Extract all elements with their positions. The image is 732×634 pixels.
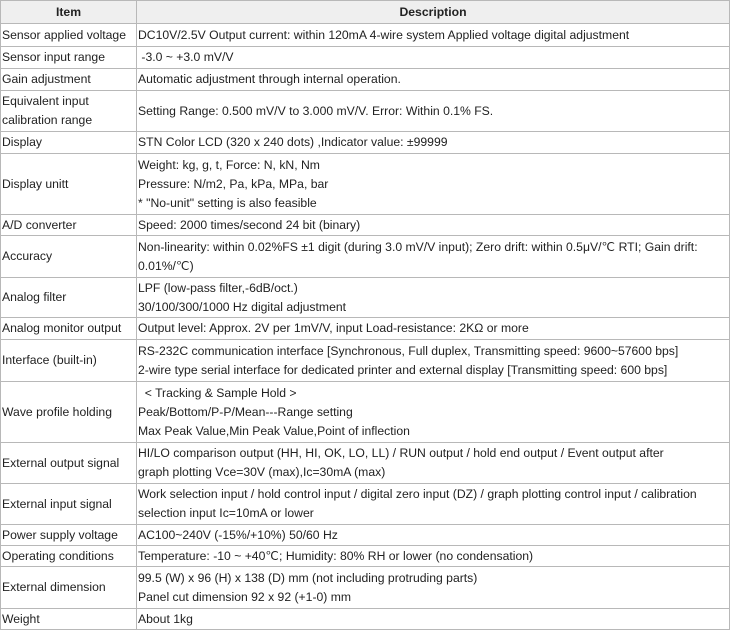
item-cell — [1, 215, 137, 236]
description-text: 2-wire type serial interface for dedicated printer and external display [Transmitting speed: 600 bps] — [138, 362, 668, 377]
description-cell — [137, 132, 730, 154]
description-cell — [137, 24, 730, 47]
description-cell — [137, 546, 730, 567]
description-text: 30/100/300/1000 Hz digital adjustment — [138, 299, 347, 314]
description-cell — [137, 484, 730, 525]
description-text: AC100~240V (-15%/+10%) 50/60 Hz — [138, 527, 338, 542]
description-text: Temperature: -10 ~ +40℃; Humidity: 80% RH or lower (no condensation) — [138, 548, 534, 563]
description-column-header: Description — [137, 1, 730, 24]
description-text: * "No-unit" setting is also feasible — [138, 195, 317, 210]
table-header — [1, 1, 730, 24]
item-cell — [1, 154, 137, 215]
item-cell — [1, 609, 137, 630]
description-cell — [137, 318, 730, 340]
description-text: 99.5 (W) x 96 (H) x 138 (D) mm (not including protruding parts) — [138, 570, 478, 585]
item-label: Sensor applied voltage — [2, 27, 126, 42]
description-text: Speed: 2000 times/second 24 bit (binary) — [138, 217, 361, 232]
table-row — [1, 340, 730, 382]
description-text: 0.01%/℃) — [138, 258, 194, 273]
item-cell — [1, 236, 137, 278]
item-label: Analog filter — [2, 290, 67, 304]
item-label: Display — [2, 135, 42, 149]
table-row — [1, 318, 730, 340]
item-cell — [1, 278, 137, 318]
item-cell — [1, 132, 137, 154]
item-cell — [1, 91, 137, 132]
description-cell — [137, 340, 730, 382]
table-row — [1, 525, 730, 546]
description-text: Max Peak Value,Min Peak Value,Point of inflection — [138, 423, 410, 438]
item-column-header: Item — [1, 1, 137, 24]
description-text: -3.0 ~ +3.0 mV/V — [138, 50, 234, 64]
item-cell — [1, 47, 137, 69]
description-text: HI/LO comparison output (HH, HI, OK, LO, LL) / RUN output / hold end output / Event output after — [138, 446, 664, 460]
item-label: Analog monitor output — [2, 321, 122, 335]
table-row — [1, 609, 730, 630]
item-label: Interface (built-in) — [2, 353, 97, 367]
table-row — [1, 443, 730, 484]
table-row — [1, 91, 730, 132]
item-label: Equivalent input — [2, 94, 89, 108]
description-text: graph plotting Vce=30V (max),Ic=30mA (max) — [138, 465, 386, 479]
item-cell — [1, 24, 137, 47]
item-label: A/D converter — [2, 217, 77, 232]
table-row — [1, 484, 730, 525]
table-row — [1, 278, 730, 318]
table-body — [1, 24, 730, 630]
table-row — [1, 546, 730, 567]
description-text: Weight: kg, g, t, Force: N, kN, Nm — [138, 157, 320, 172]
description-text: About 1kg — [138, 611, 193, 626]
description-cell — [137, 567, 730, 609]
item-label: External input signal — [2, 496, 112, 511]
description-text: Setting Range: 0.500 mV/V to 3.000 mV/V. Error: Within 0.1% FS. — [138, 103, 494, 118]
item-label: Weight — [2, 611, 40, 626]
table-row — [1, 382, 730, 443]
description-text: Automatic adjustment through internal operation. — [138, 72, 401, 86]
table-row — [1, 567, 730, 609]
item-cell — [1, 546, 137, 567]
description-cell — [137, 47, 730, 69]
description-cell — [137, 154, 730, 215]
item-label: Power supply voltage — [2, 527, 118, 542]
description-cell — [137, 236, 730, 278]
description-text: DC10V/2.5V Output current: within 120mA 4-wire system Applied voltage digital adjustment — [138, 27, 630, 42]
description-cell — [137, 278, 730, 318]
description-text: Non-linearity: within 0.02%FS ±1 digit (during 3.0 mV/V input); Zero drift: within 0.5μV/℃ RTI; Gain drift: — [138, 239, 698, 254]
description-text: Output level: Approx. 2V per 1mV/V, input Load-resistance: 2KΩ or more — [138, 321, 529, 335]
table-row — [1, 24, 730, 47]
header-row — [1, 1, 730, 24]
item-cell — [1, 484, 137, 525]
description-text: LPF (low-pass filter,-6dB/oct.) — [138, 280, 298, 295]
item-cell — [1, 69, 137, 91]
table-row — [1, 215, 730, 236]
item-label: Wave profile holding — [2, 404, 112, 419]
item-cell — [1, 525, 137, 546]
table-row — [1, 47, 730, 69]
item-cell — [1, 340, 137, 382]
description-text: selection input Ic=10mA or lower — [138, 506, 314, 520]
table-row — [1, 132, 730, 154]
description-cell — [137, 91, 730, 132]
table-row — [1, 154, 730, 215]
item-cell — [1, 443, 137, 484]
description-cell — [137, 525, 730, 546]
item-cell — [1, 567, 137, 609]
description-text: Peak/Bottom/P-P/Mean---Range setting — [138, 404, 353, 419]
item-label: Display unitt — [2, 176, 69, 191]
description-text: Panel cut dimension 92 x 92 (+1-0) mm — [138, 589, 352, 604]
table-row — [1, 236, 730, 278]
item-label: Gain adjustment — [2, 72, 91, 86]
description-cell — [137, 609, 730, 630]
item-label: Accuracy — [2, 249, 53, 263]
item-label: Sensor input range — [2, 50, 105, 64]
item-label: External output signal — [2, 455, 120, 470]
item-cell — [1, 318, 137, 340]
table-row — [1, 69, 730, 91]
item-cell — [1, 382, 137, 443]
item-label: Operating conditions — [2, 548, 114, 563]
description-cell — [137, 382, 730, 443]
description-cell — [137, 69, 730, 91]
item-label: calibration range — [2, 113, 93, 127]
description-text: < Tracking & Sample Hold > — [138, 385, 297, 400]
description-cell — [137, 443, 730, 484]
description-text: Pressure: N/m2, Pa, kPa, MPa, bar — [138, 176, 329, 191]
description-text: STN Color LCD (320 x 240 dots) ,Indicator value: ±99999 — [138, 135, 448, 149]
description-text: RS-232C communication interface [Synchronous, Full duplex, Transmitting speed: 9600~57600 bps] — [138, 343, 679, 358]
description-text: Work selection input / hold control input / digital zero input (DZ) / graph plotting control input / calibration — [138, 487, 697, 501]
item-label: External dimension — [2, 580, 106, 594]
description-cell — [137, 215, 730, 236]
